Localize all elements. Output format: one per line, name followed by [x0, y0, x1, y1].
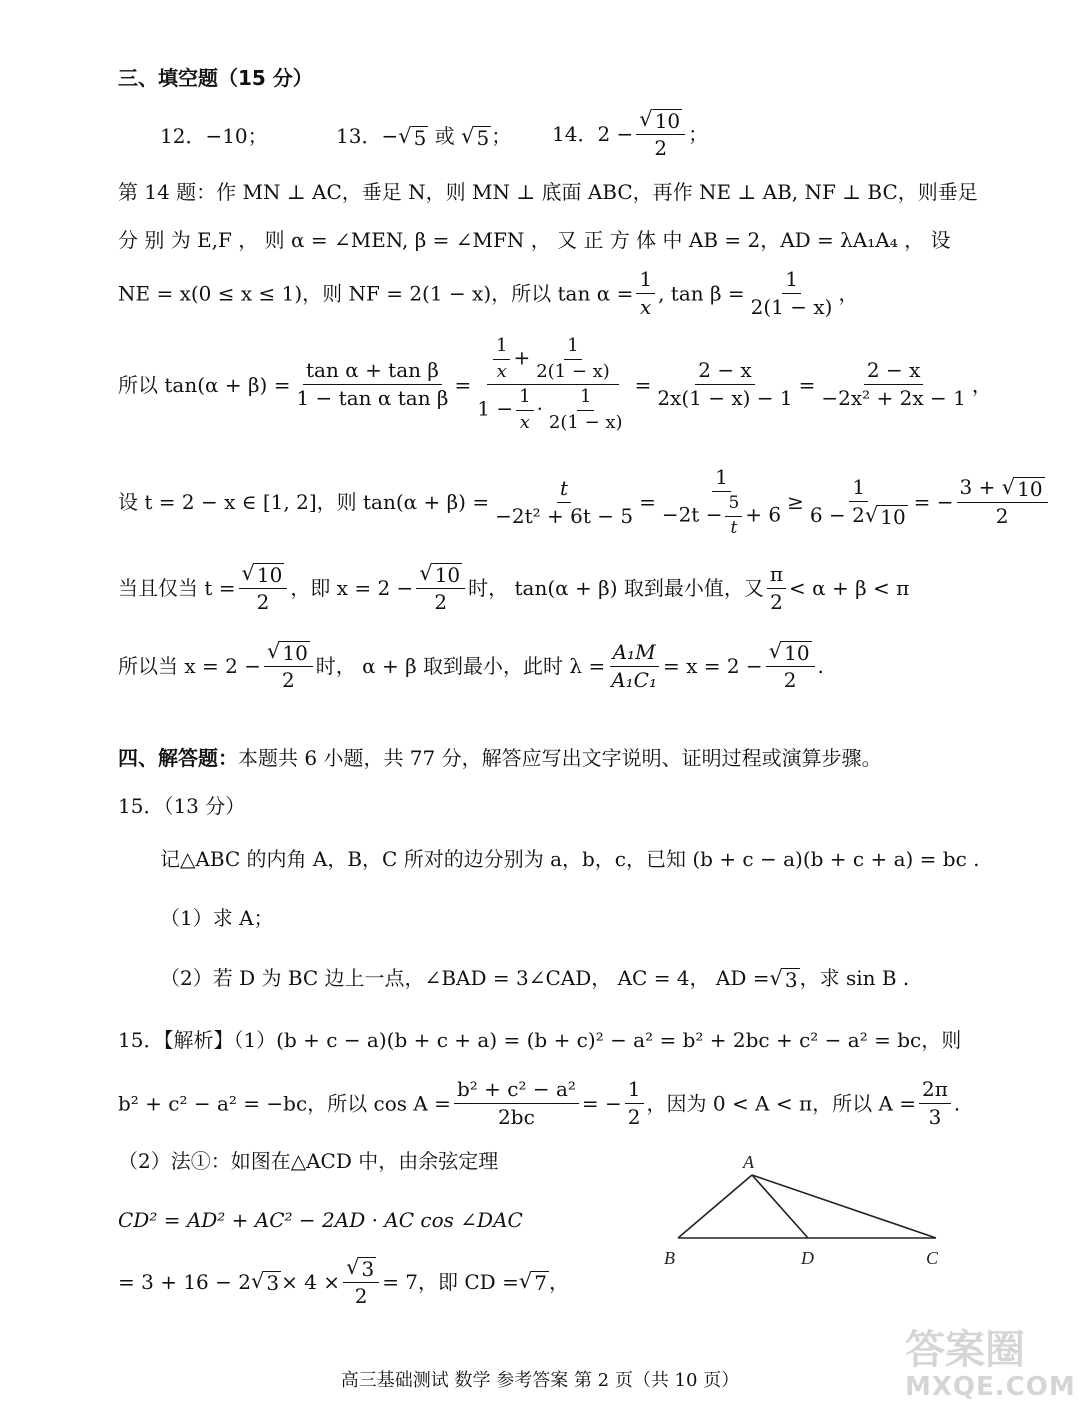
- q15-stem: 记△ABC 的内角 A，B，C 所对的边分别为 a，b，c，已知 (b + c − a)(b + c + a) = bc .: [160, 847, 980, 871]
- q15-part-2: （2）若 D 为 BC 边上一点，∠BAD = 3∠CAD， AC = 4， AD = √ 3 ，求 sin B .: [160, 966, 910, 992]
- answer-12: 12．−10；: [160, 124, 268, 148]
- watermark-logo: 答案圈: [905, 1327, 1025, 1373]
- q15-solution-line-3: （2）法①：如图在△ACD 中，由余弦定理: [118, 1149, 499, 1173]
- watermark-url: MXQE.COM: [905, 1372, 1076, 1402]
- answer-14: 14．2 − √ 10 2 ；: [552, 107, 709, 160]
- q15-solution-line-2: b² + c² − a² = −bc，所以 cos A = $\frac{\text{b² + c² − a²}}{2bc}$ = − $\frac{1}{2}$ ，因为 0 < A < π，所以 A = $\frac{2\pi}{3}$ .: [118, 1077, 961, 1129]
- q14-line-4: 所以 tan(α + β) = $\frac{\text{tan α + tan β}}{\text{1 − tan α tan β}}$ = $\frac{1}{x}$ + $\frac{1}{2(1 - x)}$ 1 − $\frac{1}{x}$ · $\frac{1}{2(1 - x)}$ = $\frac{2 - x}{2x(1 - x) - 1}$ = $\frac{2 - x}{\text{−2x² + 2x − 1}}$ ，: [118, 335, 992, 434]
- section-title-fill-in: 三、填空题（15 分）: [118, 66, 313, 90]
- q15-header: 15．（13 分）: [118, 794, 246, 818]
- triangle-figure: [650, 1148, 960, 1278]
- q14-line-6: 当且仅当 t = √ 10 2 ，即 x = 2 − √ 10 2 时， tan(α + β) 取到最小值，又 $\frac{\pi}{2}$ < α + β < π: [118, 561, 910, 614]
- q15-solution-line-1: 15．【解析】（1）(b + c − a)(b + c + a) = (b + c)² − a² = b² + 2bc + c² − a² = bc，则: [118, 1028, 962, 1052]
- q14-line-3: NE = x(0 ≤ x ≤ 1)，则 NF = 2(1 − x)，所以 tan α = $\frac{1}{x}$ , tan β = $\frac{1}{2(1 - x)}$ ，: [118, 267, 859, 319]
- section-title-solutions: 四、解答题：本题共 6 小题，共 77 分，解答应写出文字说明、证明过程或演算步骤。: [118, 746, 882, 770]
- vertex-label-d: D: [801, 1248, 814, 1268]
- answer-13: 13．− √ 5 或 √ 5 ；: [336, 124, 512, 150]
- q15-solution-line-4: CD² = AD² + AC² − 2AD · AC cos ∠DAC: [118, 1208, 523, 1232]
- q14-line-5: 设 t = 2 − x ∈ [1, 2]，则 tan(α + β) = $\frac{t}{\text{−2t² + 6t − 5}}$ = 1 −2t − $\frac{5}{t}$ + 6 ≥ 1 6 − 2 √ 10 = − 3 + √ 10 2: [118, 466, 1051, 538]
- page-footer: 高三基础测试 数学 参考答案 第 2 页（共 10 页）: [340, 1370, 740, 1391]
- vertex-label-b: B: [664, 1248, 675, 1268]
- q14-line-2: 分 别 为 E,F ， 则 α = ∠MEN, β = ∠MFN ， 又 正 方 体 中 AB = 2，AD = λA₁A₄ ， 设: [118, 228, 951, 252]
- vertex-label-c: C: [926, 1248, 939, 1268]
- edge-ab: [678, 1175, 752, 1238]
- q15-part-1: （1）求 A；: [160, 906, 274, 930]
- q14-line-7: 所以当 x = 2 − √ 10 2 时， α + β 取到最小，此时 λ = $\frac{\text{A₁M}}{\text{A₁C₁}}$ = x = 2 − √ 10 2 .: [118, 639, 824, 692]
- q14-line-1: 第 14 题：作 MN ⊥ AC，垂足 N，则 MN ⊥ 底面 ABC，再作 NE ⊥ AB, NF ⊥ BC，则垂足: [118, 180, 978, 204]
- vertex-label-a: A: [743, 1152, 754, 1172]
- q15-solution-line-5: = 3 + 16 − 2 √ 3 × 4 × √ 3 2 = 7，即 CD = √ 7 ，: [118, 1255, 569, 1308]
